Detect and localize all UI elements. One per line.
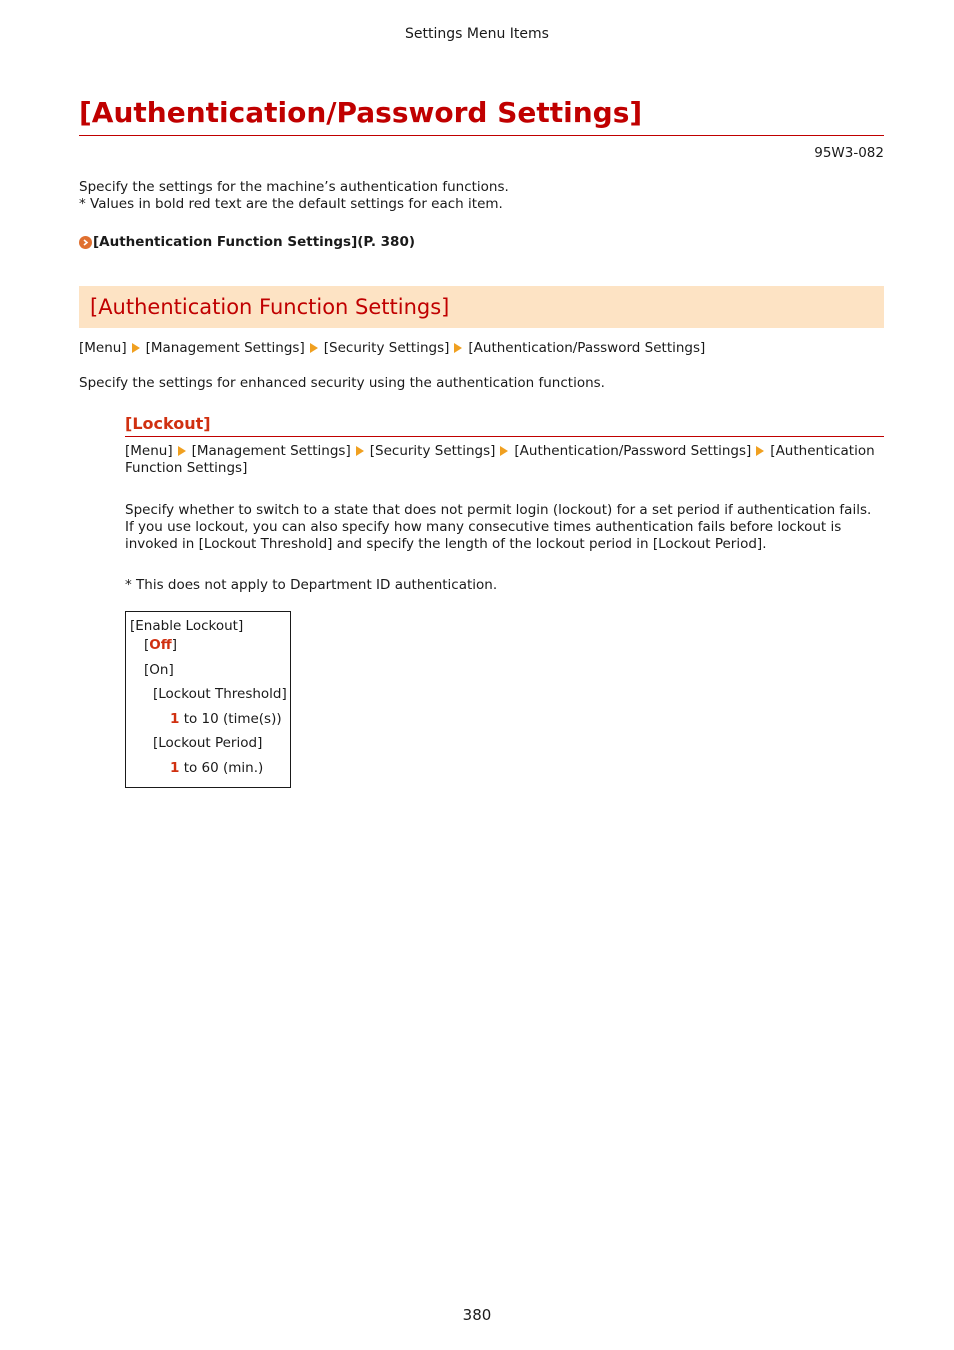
page-title: [Authentication/Password Settings] [79,94,884,136]
setting-enable-lockout: [Enable Lockout] [130,618,244,634]
period-range [170,760,263,776]
breadcrumb-item: [Security Settings] [323,340,450,356]
breadcrumb-item: [Authentication/Password Settings] [514,443,752,459]
breadcrumb-item: [Security Settings] [369,443,496,459]
intro-line: Specify the settings for the machine’s authentication functions. [79,179,509,195]
page-number: 380 [462,1306,492,1324]
triangle-right-icon [454,343,462,353]
description-line: invoked in [Lockout Threshold] and specify the length of the lockout period in [Lockout Period]. [125,536,767,552]
running-header: Settings Menu Items [405,26,549,42]
setting-lockout-threshold: [Lockout Threshold] [153,686,287,702]
default-value: 1 [170,760,180,776]
breadcrumb-item: [Management Settings] [191,443,351,459]
breadcrumb-item: [Menu] [125,443,173,459]
option-off [144,637,177,653]
section-title: [Authentication Function Settings] [90,295,450,319]
breadcrumb-item: [Management Settings] [145,340,305,356]
settings-box [125,611,291,788]
breadcrumb-item: [Authentication [770,443,875,459]
triangle-right-icon [756,446,764,456]
breadcrumb-item: [Authentication/Password Settings] [468,340,706,356]
lockout-description [125,502,884,553]
range-text: to 60 (min.) [179,760,264,776]
description-line: If you use lockout, you can also specify how many consecutive times authentication fails before lockout is [125,519,842,535]
bracket: [ [144,637,150,653]
triangle-right-icon [356,446,364,456]
option-on: [On] [144,662,174,678]
circle-arrow-icon [79,236,92,249]
threshold-range [170,711,282,727]
document-id: 95W3-082 [814,145,884,161]
default-value: Off [149,637,172,653]
triangle-right-icon [310,343,318,353]
range-text: to 10 (time(s)) [179,711,282,727]
section-description: Specify the settings for enhanced security using the authentication functions. [79,375,605,391]
breadcrumb-item: [Menu] [79,340,127,356]
intro-text [79,179,884,213]
lockout-note: * This does not apply to Department ID authentication. [125,577,498,593]
triangle-right-icon [178,446,186,456]
breadcrumb [79,340,884,357]
description-line: Specify whether to switch to a state that does not permit login (lockout) for a set period if authentication fails. [125,502,872,518]
section-link-label[interactable]: [Authentication Function Settings](P. 380) [93,234,416,250]
lockout-breadcrumb [125,443,884,477]
setting-lockout-period: [Lockout Period] [153,735,263,751]
default-value: 1 [170,711,180,727]
section-link[interactable] [79,234,415,250]
triangle-right-icon [500,446,508,456]
breadcrumb-item-continued: Function Settings] [125,460,248,476]
intro-note: * Values in bold red text are the default settings for each item. [79,196,503,212]
triangle-right-icon [132,343,140,353]
lockout-title: [Lockout] [125,413,884,437]
section-header [79,286,884,328]
bracket: ] [171,637,177,653]
